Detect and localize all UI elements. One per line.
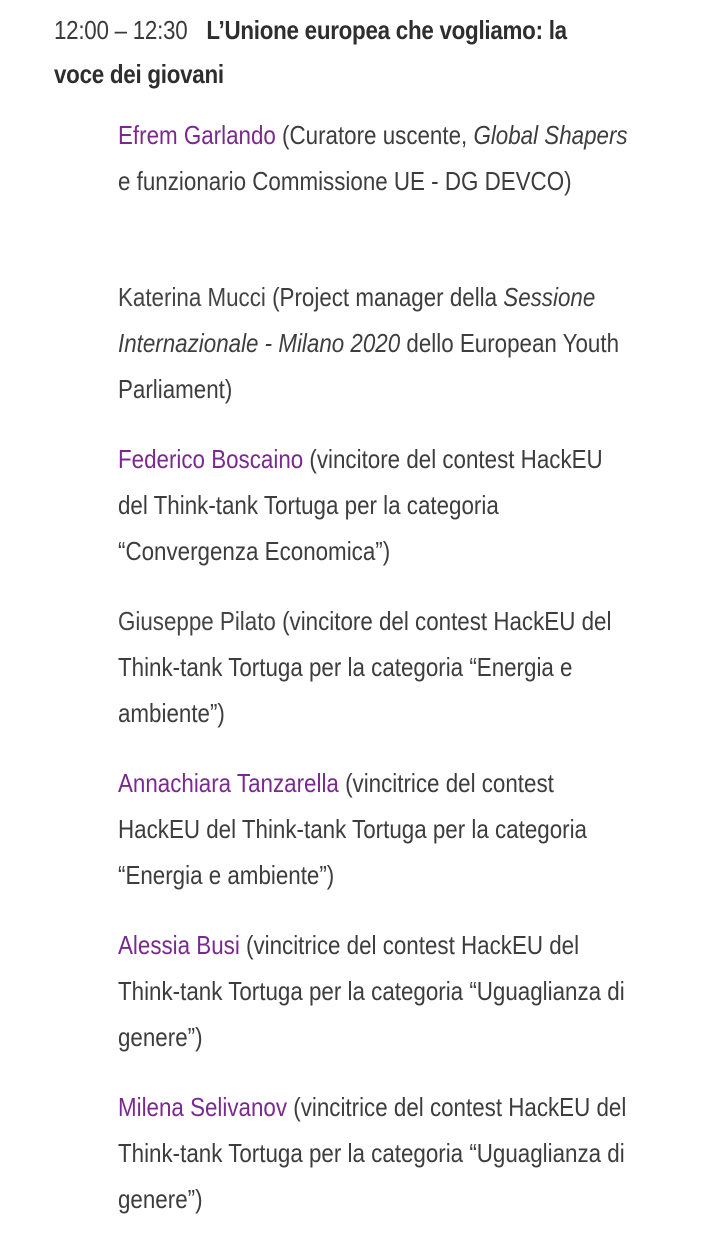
speaker-name: Katerina Mucci (118, 282, 266, 312)
speaker-item (118, 274, 634, 412)
speaker-item (118, 1084, 634, 1222)
speaker-description-text: (vincitore del contest HackEU del Think-tank Tortuga per la categoria “Energia e ambiente”) (118, 606, 612, 728)
speaker-name: Giuseppe Pilato (118, 606, 276, 636)
speaker-name-link[interactable]: Alessia Busi (118, 930, 240, 960)
speaker-description-text: (vincitore del contest HackEU del Think-tank Tortuga per la categoria “Convergenza Economica”) (118, 444, 603, 566)
speaker-description-text: (Project manager della (265, 282, 504, 312)
speaker-name-link[interactable]: Annachiara Tanzarella (118, 768, 339, 798)
speaker-description-text: (vincitrice del contest HackEU del Think-tank Tortuga per la categoria “Uguaglianza di genere”) (118, 930, 625, 1052)
speaker-name-link[interactable]: Efrem Garlando (118, 120, 276, 150)
session-time: 12:00 – 12:30 (54, 15, 188, 45)
session-header (54, 8, 587, 96)
speaker-list (118, 112, 708, 1246)
speaker-item (118, 598, 634, 736)
speaker-name-link[interactable]: Milena Selivanov (118, 1092, 288, 1122)
speaker-description-text: (vincitrice del contest HackEU del Think-tank Tortuga per la categoria “Uguaglianza di genere”) (118, 1092, 627, 1214)
speaker-description-text: e funzionario Commissione UE - DG DEVCO) (118, 166, 572, 196)
speaker-description-italic: Global Shapers (473, 120, 628, 150)
session-title: L’Unione europea che vogliamo: la voce dei giovani (54, 15, 567, 89)
speaker-item (118, 112, 634, 250)
speaker-description-text: (Curatore uscente, (275, 120, 474, 150)
speaker-description-text: (vincitrice del contest HackEU del Think-tank Tortuga per la categoria “Energia e ambiente”) (118, 768, 587, 890)
speaker-description-text: dello European Youth Parliament) (118, 328, 620, 404)
speaker-item (118, 922, 634, 1060)
speaker-item (118, 436, 634, 574)
speaker-name-link[interactable]: Federico Boscaino (118, 444, 304, 474)
speaker-description-italic: Sessione Internazionale - Milano 2020 (118, 282, 596, 358)
speaker-item (118, 760, 634, 898)
